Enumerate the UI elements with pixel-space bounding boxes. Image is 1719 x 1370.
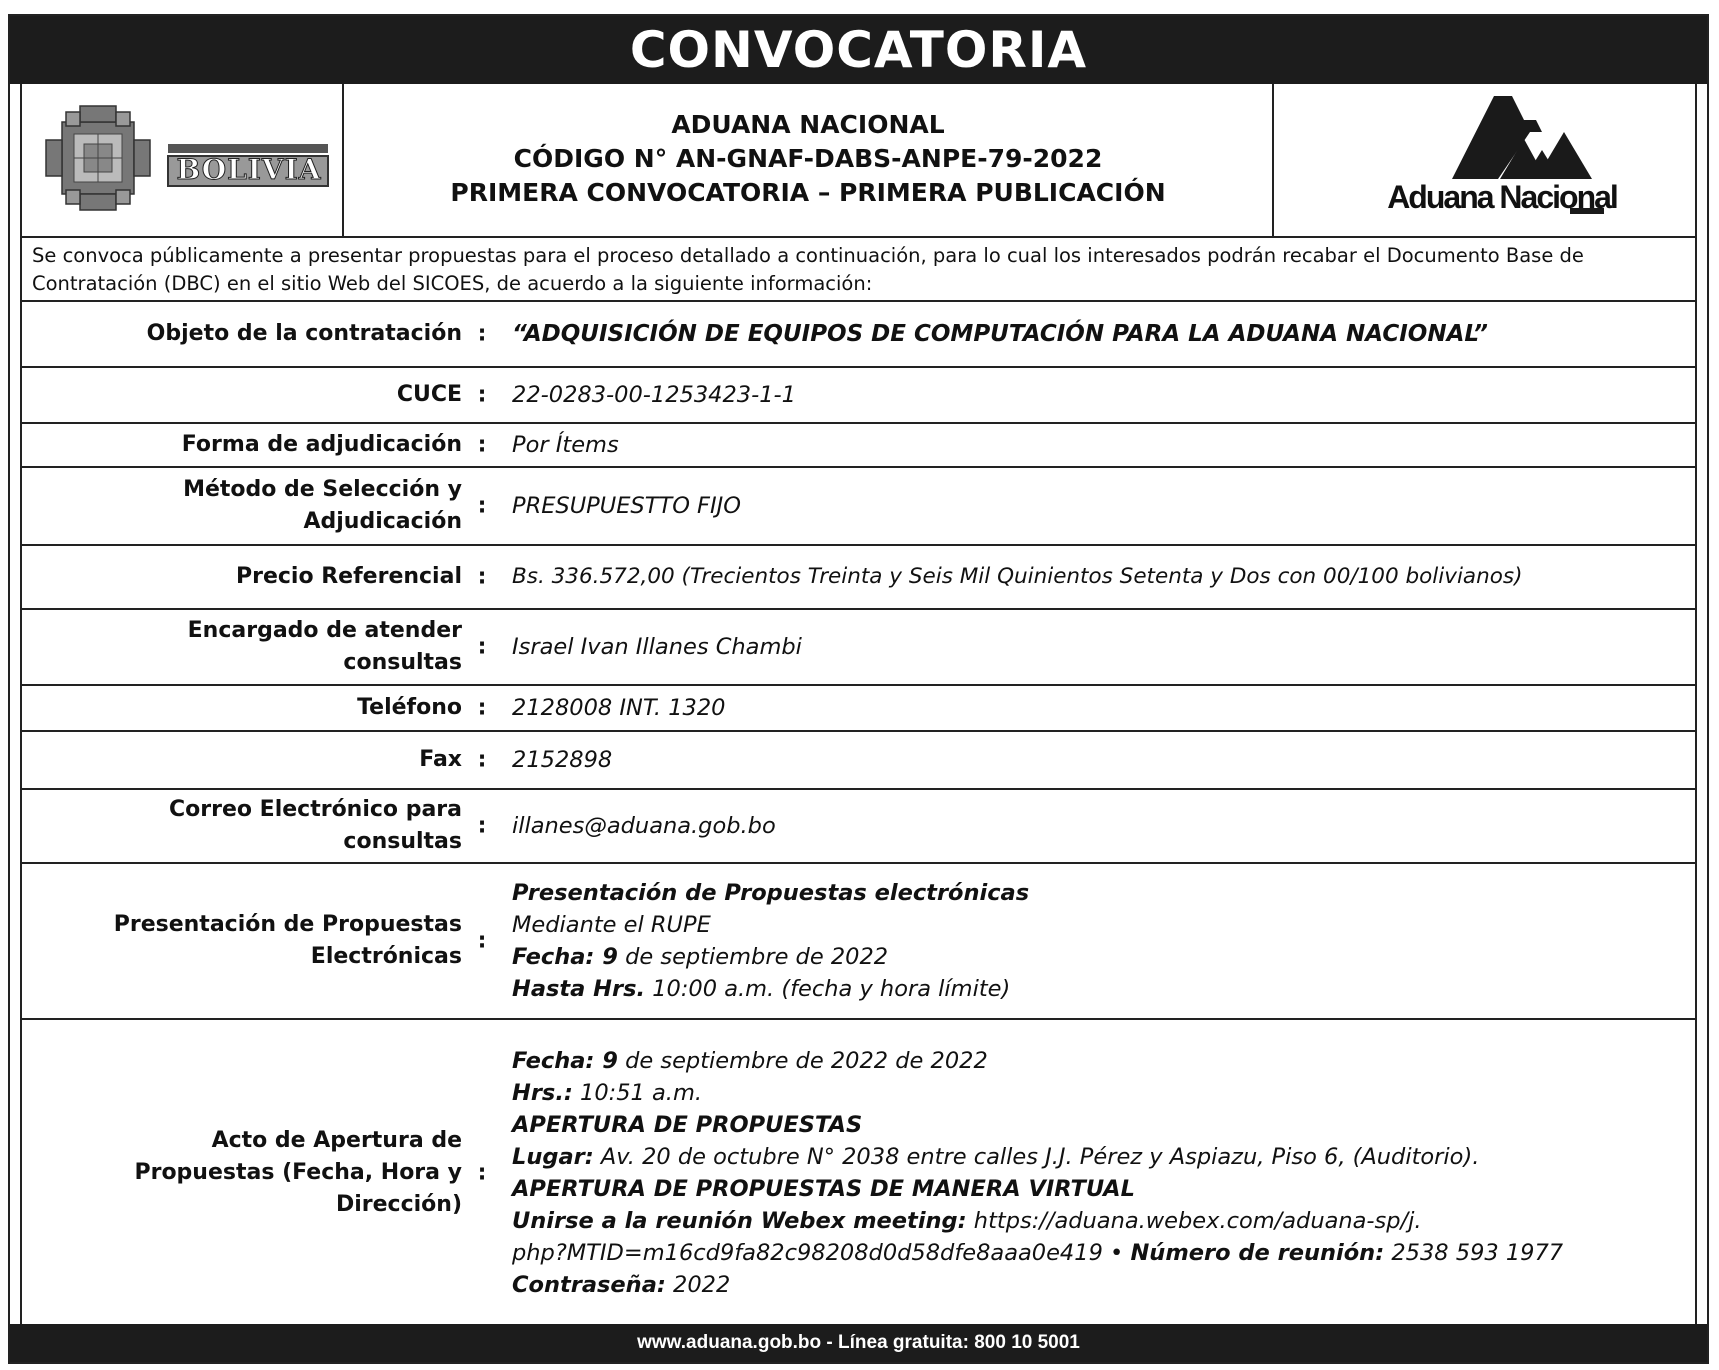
header xyxy=(22,84,1695,238)
apertura-line-4: Lugar: Av. 20 de octubre N° 2038 entre calles J.J. Pérez y Aspiazu, Piso 6, (Auditorio). xyxy=(512,1144,1480,1170)
label-fax: Fax xyxy=(419,747,462,772)
label-presentacion-line-2: Electrónicas xyxy=(310,944,462,969)
value-correo[interactable]: illanes@aduana.gob.bo xyxy=(512,813,776,839)
announcement-body xyxy=(20,84,1697,1326)
bolivia-logo xyxy=(22,84,344,236)
colon: : xyxy=(477,634,487,660)
colon: : xyxy=(477,813,487,839)
presentacion-line-4: Hasta Hrs. 10:00 a.m. (fecha y hora límite) xyxy=(512,976,1011,1002)
apertura-line-2: Hrs.: 10:51 a.m. xyxy=(512,1080,703,1106)
header-title-block xyxy=(344,84,1274,236)
colon: : xyxy=(477,321,487,347)
label-apertura-line-2: Propuestas (Fecha, Hora y xyxy=(134,1160,462,1185)
label-metodo-line-2: Adjudicación xyxy=(303,509,462,534)
label-apertura-line-3: Dirección) xyxy=(335,1192,462,1217)
intro-paragraph: Se convoca públicamente a presentar propuestas para el proceso detallado a continuación, para lo cual los interesados podrán recabar el Documento Base de Contratación (DBC) en el sitio Web del SICOES, de acuerdo a la siguiente información: xyxy=(22,236,1695,302)
colon: : xyxy=(477,1160,487,1186)
row-fax xyxy=(22,732,1695,790)
header-line-3: PRIMERA CONVOCATORIA – PRIMERA PUBLICACIÓN xyxy=(450,178,1166,207)
row-telefono xyxy=(22,686,1695,732)
header-line-1: ADUANA NACIONAL xyxy=(671,110,945,139)
presentacion-line-1: Presentación de Propuestas electrónicas xyxy=(512,880,1030,906)
presentacion-line-3: Fecha: 9 de septiembre de 2022 xyxy=(512,944,889,970)
presentacion-line-2: Mediante el RUPE xyxy=(512,912,711,938)
label-forma: Forma de adjudicación xyxy=(181,432,462,457)
label-objeto: Objeto de la contratación xyxy=(146,321,462,346)
row-objeto xyxy=(22,302,1695,368)
apertura-line-6[interactable]: Unirse a la reunión Webex meeting: https://aduana.webex.com/aduana-sp/j. xyxy=(512,1208,1422,1234)
aduana-logo xyxy=(1274,84,1697,236)
value-forma: Por Ítems xyxy=(512,432,619,458)
announcement-frame xyxy=(8,14,1709,1364)
label-telefono: Teléfono xyxy=(357,695,462,720)
label-metodo xyxy=(22,474,462,538)
value-fax: 2152898 xyxy=(512,747,613,773)
label-correo xyxy=(22,794,462,858)
apertura-line-5: APERTURA DE PROPUESTAS DE MANERA VIRTUAL xyxy=(512,1176,1135,1202)
row-cuce xyxy=(22,368,1695,424)
apertura-line-8: Contraseña: 2022 xyxy=(512,1272,731,1298)
colon: : xyxy=(477,382,487,408)
aduana-logo-text: Aduana Nacional xyxy=(1387,179,1617,215)
value-apertura xyxy=(512,1045,1687,1301)
apertura-line-3: APERTURA DE PROPUESTAS xyxy=(512,1112,863,1138)
colon: : xyxy=(477,493,487,519)
row-encargado xyxy=(22,610,1695,686)
value-presentacion xyxy=(512,877,1687,1005)
label-apertura-line-1: Acto de Apertura de xyxy=(211,1128,462,1153)
value-telefono: 2128008 INT. 1320 xyxy=(512,695,726,721)
colon: : xyxy=(477,928,487,954)
colon: : xyxy=(477,747,487,773)
label-presentacion xyxy=(22,909,462,973)
label-presentacion-line-1: Presentación de Propuestas xyxy=(113,912,462,937)
value-metodo: PRESUPUESTTO FIJO xyxy=(512,493,741,519)
label-apertura xyxy=(22,1125,462,1221)
row-precio xyxy=(22,546,1695,610)
label-encargado-line-1: Encargado de atender xyxy=(187,618,462,643)
row-presentacion xyxy=(22,864,1695,1020)
label-correo-line-2: consultas xyxy=(343,829,462,854)
colon: : xyxy=(477,695,487,721)
label-correo-line-1: Correo Electrónico para xyxy=(169,797,462,822)
bolivia-logo-text: BOLIVIA xyxy=(176,153,322,186)
banner-title: CONVOCATORIA xyxy=(10,16,1707,84)
label-encargado-line-2: consultas xyxy=(343,650,462,675)
value-encargado: Israel Ivan Illanes Chambi xyxy=(512,634,802,660)
label-encargado xyxy=(22,615,462,679)
colon: : xyxy=(477,564,487,590)
value-objeto: “ADQUISICIÓN DE EQUIPOS DE COMPUTACIÓN PARA LA ADUANA NACIONAL” xyxy=(512,321,1488,347)
value-precio: Bs. 336.572,00 (Trecientos Treinta y Seis Mil Quinientos Setenta y Dos con 00/100 bolivianos) xyxy=(512,564,1523,589)
label-metodo-line-1: Método de Selección y xyxy=(183,477,462,502)
label-cuce: CUCE xyxy=(396,382,462,407)
apertura-line-1: Fecha: 9 de septiembre de 2022 de 2022 xyxy=(512,1048,988,1074)
value-cuce: 22-0283-00-1253423-1-1 xyxy=(512,382,796,408)
label-precio: Precio Referencial xyxy=(235,564,462,589)
footer-bar: www.aduana.gob.bo - Línea gratuita: 800 10 5001 xyxy=(10,1324,1707,1362)
row-apertura xyxy=(22,1020,1695,1326)
colon: : xyxy=(477,432,487,458)
apertura-line-7[interactable]: php?MTID=m16cd9fa82c98208d0d58dfe8aaa0e419 • Número de reunión: 2538 593 1977 xyxy=(512,1240,1564,1266)
row-metodo xyxy=(22,468,1695,546)
header-line-2: CÓDIGO N° AN-GNAF-DABS-ANPE-79-2022 xyxy=(513,144,1103,173)
row-correo xyxy=(22,790,1695,864)
row-forma xyxy=(22,424,1695,468)
